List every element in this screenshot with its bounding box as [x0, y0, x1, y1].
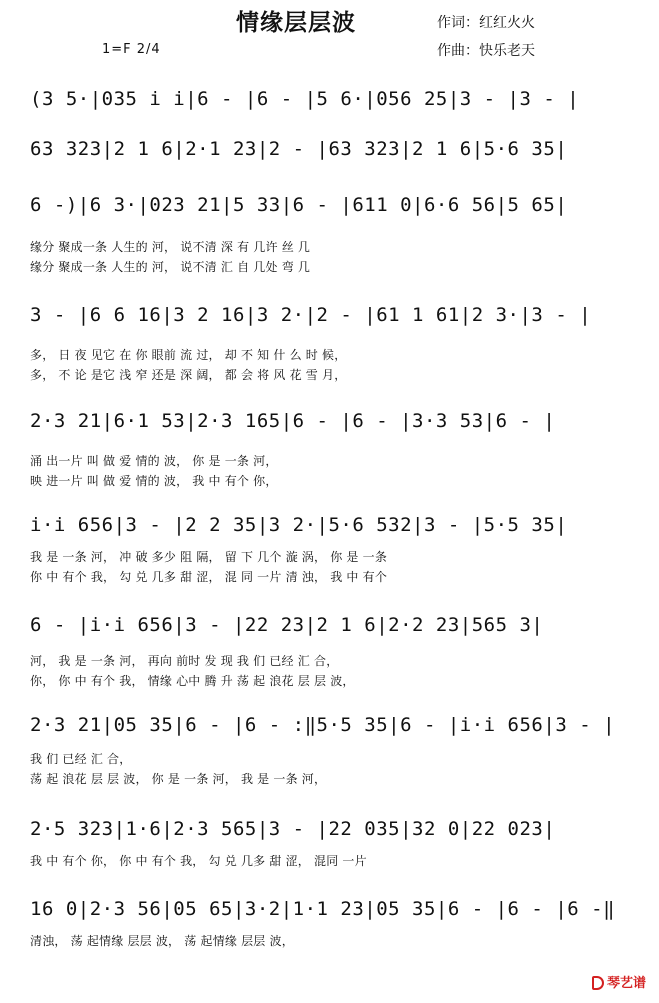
lyric-verse-1: 我 是 一条 河， 冲 破 多少 阻 隔， 留 下 几个 漩 涡， 你 是 一条 [30, 550, 388, 564]
song-title: 情缘层层波 [236, 10, 356, 36]
logo-icon [592, 976, 604, 990]
logo-text: 琴艺谱 [607, 976, 647, 991]
score-system-1: (3 5·|035 i i|6 - |6 - |5 6·|056 25|3 - |3 - | [30, 88, 580, 110]
lyricist-credit: 作词：红红火火 [437, 15, 535, 31]
site-logo [592, 972, 646, 991]
score-system-10: 16 0|2·3 56|05 65|3·2|1·1 23|05 35|6 - |6 - |6 -‖ [30, 898, 616, 920]
score-system-8: 2·3 21|05 35|6 - |6 - :‖5·5 35|6 - |i·i 656|3 - | [30, 714, 616, 736]
composer-credit: 作曲：快乐老天 [437, 43, 535, 59]
lyric-verse-1: 河， 我 是 一条 河， 再向 前时 发 现 我 们 已经 汇 合， [30, 654, 339, 668]
lyric-line: 清浊， 荡 起情缘 层层 波， 荡 起情缘 层层 波， [30, 934, 294, 948]
score-system-9: 2·5 323|1·6|2·3 565|3 - |22 035|32 0|22 023| [30, 818, 556, 840]
score-system-7: 6 - |i·i 656|3 - |22 23|2 1 6|2·2 23|565 3| [30, 614, 544, 636]
lyric-verse-1: 涌 出一片 叫 做 爱 情的 波， 你 是 一条 河， [30, 454, 278, 468]
lyric-verse-2: 多， 不 论 是它 浅 窄 还是 深 阔， 都 会 将 风 花 雪 月， [30, 368, 347, 382]
lyric-verse-2: 缘分 聚成一条 人生的 河， 说不清 汇 自 几处 弯 几 [30, 260, 311, 274]
lyric-verse-2: 荡 起 浪花 层 层 波， 你 是 一条 河， 我 是 一条 河， [30, 772, 327, 786]
lyric-verse-1: 多， 日 夜 见它 在 你 眼前 流 过， 却 不 知 什 么 时 候， [30, 348, 347, 362]
lyric-verse-2: 你 中 有个 我， 勾 兑 几多 甜 涩， 混 同 一片 清 浊， 我 中 有个 [30, 570, 388, 584]
score-system-6: i·i 656|3 - |2 2 35|3 2·|5·6 532|3 - |5·5 35| [30, 514, 568, 536]
lyric-verse-1: 缘分 聚成一条 人生的 河， 说不清 深 有 几许 丝 几 [30, 240, 311, 254]
key-signature: 1=F 2/4 [102, 42, 161, 57]
score-system-5: 2·3 21|6·1 53|2·3 165|6 - |6 - |3·3 53|6 - | [30, 410, 556, 432]
lyric-verse-1: 我 们 已经 汇 合， [30, 752, 132, 766]
lyric-verse-2: 映 进一片 叫 做 爱 情的 波， 我 中 有个 你， [30, 474, 278, 488]
lyric-line: 我 中 有个 你， 你 中 有个 我， 勾 兑 几多 甜 涩， 混同 一片 [30, 854, 367, 868]
score-system-4: 3 - |6 6 16|3 2 16|3 2·|2 - |61 1 61|2 3·|3 - | [30, 304, 592, 326]
score-system-2: 63 323|2 1 6|2·1 23|2 - |63 323|2 1 6|5·6 35| [30, 138, 568, 160]
lyric-verse-2: 你， 你 中 有个 我， 情缘 心中 腾 升 荡 起 浪花 层 层 波， [30, 674, 355, 688]
score-system-3: 6 -)|6 3·|023 21|5 33|6 - |611 0|6·6 56|5 65| [30, 194, 568, 216]
